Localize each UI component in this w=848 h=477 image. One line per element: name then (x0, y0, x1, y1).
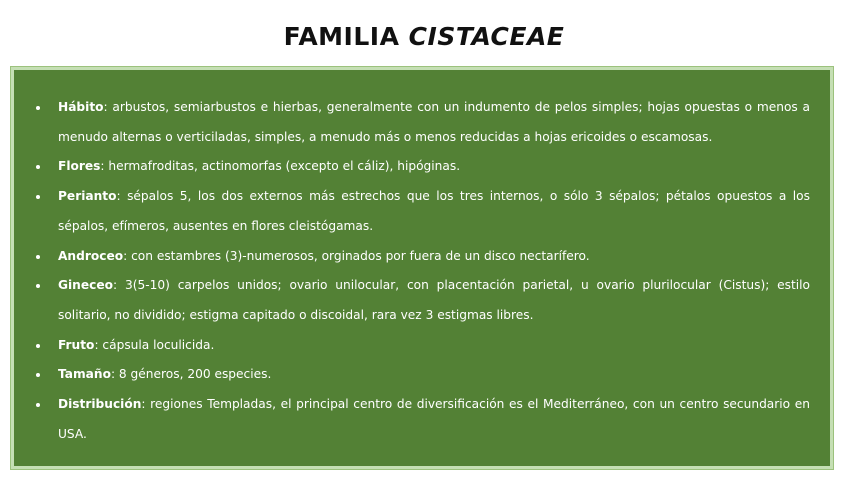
list-item-perianto (58, 182, 810, 241)
page-title (0, 20, 848, 54)
description-panel (11, 67, 833, 469)
list-item-distribucion (58, 390, 810, 449)
list-item-habito (58, 93, 810, 152)
item-term: Perianto (58, 189, 117, 204)
item-term: Gineceo (58, 278, 113, 293)
item-text: : regiones Templadas, el principal centro de diversificación es el Mediterráneo, con un centro secundario en USA. (58, 397, 810, 441)
item-text: : 3(5-10) carpelos unidos; ovario unilocular, con placentación parietal, u ovario plurilocular (Cistus); estilo solitario, no dividido; estigma capitado o discoidal, rara vez 3 estigmas libres. (58, 278, 810, 322)
item-term: Flores (58, 159, 101, 174)
item-text: : cápsula loculicida. (94, 337, 215, 352)
list-item-androceo (58, 242, 810, 272)
list-item-flores (58, 152, 810, 182)
item-term: Hábito (58, 100, 104, 114)
item-text: : hermafroditas, actinomorfas (excepto el cáliz), hipóginas. (100, 159, 461, 174)
title-prefix: FAMILIA (283, 22, 400, 51)
list-item-fruto (58, 331, 810, 361)
characteristics-list (14, 70, 830, 449)
item-term: Fruto (58, 337, 95, 352)
item-term: Tamaño (58, 367, 111, 382)
title-latin-name: CISTACEAE (408, 22, 565, 51)
item-text: : arbustos, semiarbustos e hierbas, generalmente con un indumento de pelos simples; hojas opuestas o menos a menudo alternas o verticiladas, simples, a menudo más o menos reducidas a hojas ericoides o escamosas. (58, 100, 810, 144)
item-term: Androceo (58, 248, 124, 263)
list-item-gineceo (58, 271, 810, 330)
item-text: : 8 géneros, 200 especies. (110, 367, 272, 382)
item-text: : con estambres (3)-numerosos, orginados por fuera de un disco nectarífero. (123, 248, 590, 263)
item-text: : sépalos 5, los dos externos más estrechos que los tres internos, o sólo 3 sépalos; pétalos opuestos a los sépalos, efímeros, ausentes en flores cleistógamas. (58, 189, 810, 233)
item-term: Distribución (58, 397, 142, 412)
list-item-tamano (58, 360, 810, 390)
